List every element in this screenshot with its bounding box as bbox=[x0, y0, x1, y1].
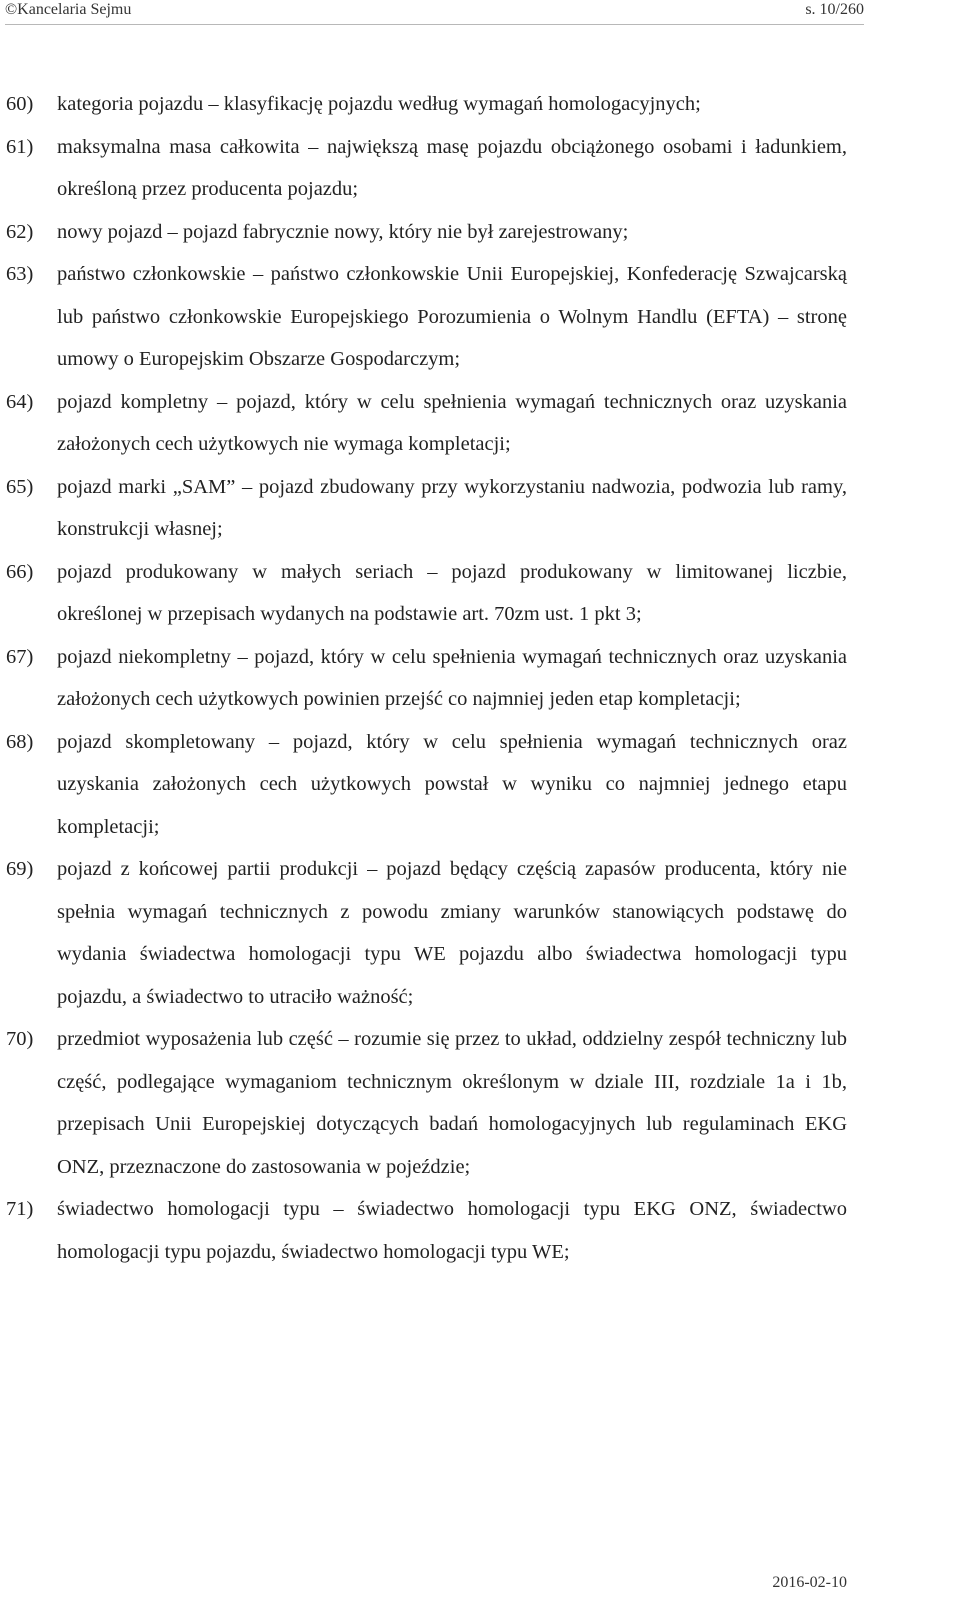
definition-item bbox=[6, 126, 847, 211]
definition-text: pojazd produkowany w małych seriach – pojazd produkowany w limitowanej liczbie, określonej w przepisach wydanych na podstawie art. 70zm ust. 1 pkt 3; bbox=[57, 560, 847, 625]
footer-date: 2016-02-10 bbox=[772, 1574, 847, 1591]
definition-text: nowy pojazd – pojazd fabrycznie nowy, który nie był zarejestrowany; bbox=[57, 220, 629, 243]
page-header bbox=[5, 0, 864, 25]
definition-item bbox=[6, 721, 847, 849]
definition-text: pojazd marki „SAM” – pojazd zbudowany przy wykorzystaniu nadwozia, podwozia lub ramy, konstrukcji własnej; bbox=[57, 475, 847, 540]
definition-number: 60) bbox=[6, 93, 34, 115]
definition-text: państwo członkowskie – państwo członkowskie Unii Europejskiej, Konfederację Szwajcarską lub państwo członkowskie Europejskiego Porozumienia o Wolnym Handlu (EFTA) – stronę umowy o Europejskim Obszarze Gospodarczym; bbox=[57, 263, 847, 370]
definition-text: pojazd z końcowej partii produkcji – pojazd będący częścią zapasów producenta, który nie spełnia wymagań technicznych z powodu zmiany warunków stanowiących podstawę do wydania świadectwa homologacji typu WE pojazdu albo świadectwa homologacji typu pojazdu, a świadectwo to utraciło ważność; bbox=[57, 858, 847, 1008]
copyright-notice: ©Kancelaria Sejmu bbox=[5, 1, 132, 18]
definition-number: 63) bbox=[6, 263, 34, 285]
definition-number: 65) bbox=[6, 475, 34, 498]
definition-item bbox=[6, 381, 847, 466]
definition-number: 67) bbox=[6, 645, 34, 668]
definition-number: 70) bbox=[6, 1028, 34, 1050]
definition-item bbox=[6, 83, 847, 126]
definition-item bbox=[6, 211, 847, 254]
definition-text: świadectwo homologacji typu – świadectwo homologacji typu EKG ONZ, świadectwo homologacji typu pojazdu, świadectwo homologacji typu WE; bbox=[57, 1198, 847, 1263]
definition-number: 62) bbox=[6, 220, 34, 243]
definition-number: 66) bbox=[6, 560, 34, 583]
definition-item bbox=[6, 253, 847, 381]
definition-item bbox=[6, 848, 847, 1018]
definition-item bbox=[6, 551, 847, 636]
definition-item bbox=[6, 1188, 847, 1273]
definition-number: 68) bbox=[6, 730, 34, 753]
definition-text: przedmiot wyposażenia lub część – rozumie się przez to układ, oddzielny zespół techniczny lub część, podlegające wymaganiom technicznym określonym w dziale III, rozdziale 1a i 1b, przepisach Unii Europejskiej dotyczących badań homologacyjnych lub regulaminach EKG ONZ, przeznaczone do zastosowania w pojeździe; bbox=[57, 1028, 847, 1178]
definition-item bbox=[6, 636, 847, 721]
definition-number: 71) bbox=[6, 1198, 34, 1220]
definition-text: kategoria pojazdu – klasyfikację pojazdu według wymagań homologacyjnych; bbox=[57, 93, 701, 115]
page-number: s. 10/260 bbox=[805, 1, 864, 18]
definition-text: pojazd niekompletny – pojazd, który w celu spełnienia wymagań technicznych oraz uzyskania założonych cech użytkowych powinien przejść co najmniej jeden etap kompletacji; bbox=[57, 645, 847, 710]
definition-number: 69) bbox=[6, 858, 34, 880]
definition-item bbox=[6, 1018, 847, 1188]
definition-number: 61) bbox=[6, 135, 34, 158]
definition-item bbox=[6, 466, 847, 551]
definition-text: pojazd kompletny – pojazd, który w celu spełnienia wymagań technicznych oraz uzyskania założonych cech użytkowych nie wymaga kompletacji; bbox=[57, 390, 847, 455]
definition-number: 64) bbox=[6, 390, 34, 413]
definition-text: maksymalna masa całkowita – największą masę pojazdu obciążonego osobami i ładunkiem, określoną przez producenta pojazdu; bbox=[57, 135, 847, 200]
definitions-list bbox=[6, 83, 847, 1273]
definition-text: pojazd skompletowany – pojazd, który w celu spełnienia wymagań technicznych oraz uzyskania założonych cech użytkowych powstał w wyniku co najmniej jednego etapu kompletacji; bbox=[57, 730, 847, 838]
